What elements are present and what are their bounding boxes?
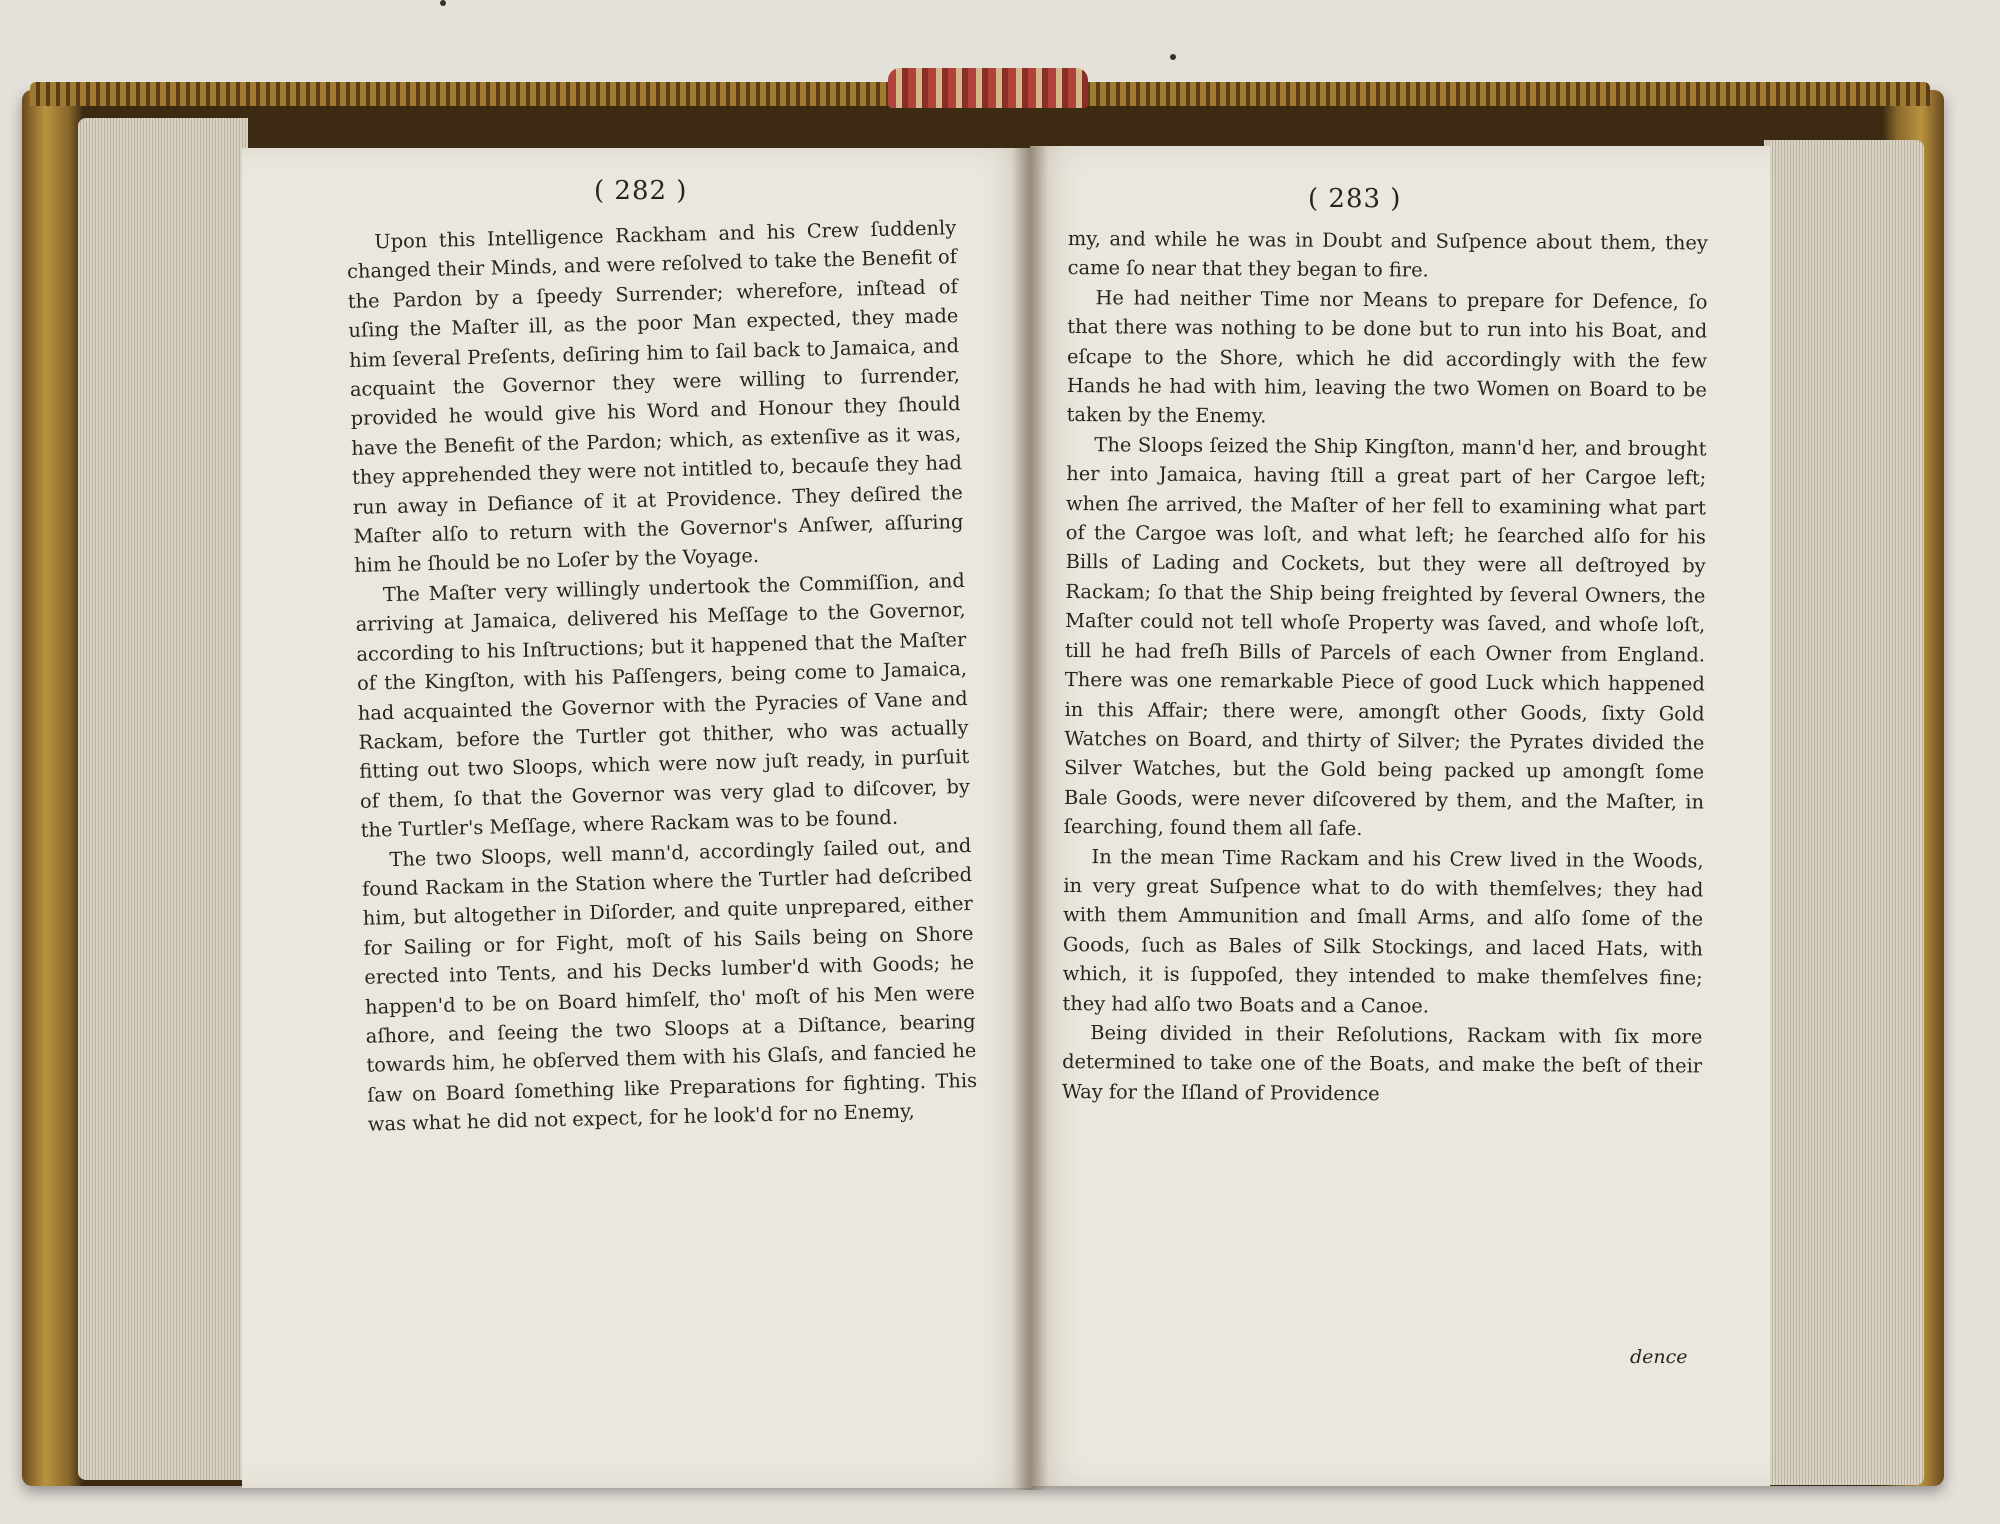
- paragraph: The two Sloops, well mann'd, accordingly ſailed out, and found Rackam in the Station where the Turtler had deſcribed him, but altogether in Diſorder, and quite unprepared, either for Sailing or for Fight, moſt of his Sails being on Shore erected into Tents, and his Decks lumber'd with Goods; he happen'd to be on Board himſelf, tho' moſt of his Men were aſhore, and ſeeing the two Sloops at a Diſtance, bearing towards him, he obſerved them with his Glaſs, and fancied he ſaw on Board ſomething like Preparations for fighting. This was what he did not expect, for he look'd for no Enemy,: [361, 833, 978, 1136]
- page-number: ( 283 ): [1308, 184, 1402, 214]
- headband: [888, 68, 1088, 108]
- paragraph: In the mean Time Rackam and his Crew lived in the Woods, in very great Suſpence what to do with themſelves; they had with them Ammunition and ſmall Arms, and alſo ſome of the Goods, ſuch as Bales of Silk Stockings, and laced Hats, with which, it is ſuppoſed, they intended to make themſelves fine; they had alſo two Boats and a Canoe.: [1062, 844, 1704, 1018]
- paragraph: Upon this Intelligence Rackham and his Crew ſuddenly changed their Minds, and were reſolved to take the Benefit of the Pardon by a ſpeedy Surrender; wherefore, inſtead of uſing the Maſter ill, as the poor Man expected, they made him ſeveral Preſents, deſiring him to ſail back to Jamaica, and acquaint the Governor they were willing to ſurrender, provided he would give his Word and Honour they ſhould have the Benefit of the Pardon; which, as extenſive as it was, they apprehended they were not intitled to, becauſe they had run away in Defiance of it at Providence. They deſired the Maſter alſo to return with the Governor's Anſwer, aſſuring him he ſhould be no Loſer by the Voyage.: [346, 216, 964, 578]
- paragraph: Being divided in their Reſolutions, Rackam with ſix more determined to take one of the Boats, and make the beſt of their Way for the Iſland of Providence: [1061, 1021, 1703, 1105]
- dust-speck: [440, 0, 446, 6]
- page-number: ( 282 ): [594, 176, 688, 206]
- right-page-edges: [1764, 140, 1924, 1485]
- body-text: [346, 213, 978, 1139]
- book-gutter: [1012, 120, 1048, 1490]
- paragraph: my, and while he was in Doubt and Suſpence about them, they came ſo near that they began to fire.: [1067, 226, 1708, 282]
- right-page: [1030, 146, 1770, 1486]
- dust-speck: [1170, 54, 1176, 60]
- paragraph: The Maſter very willingly undertook the Commiſſion, and arriving at Jamaica, delivered his Meſſage to the Governor, according to his Inſtructions; but it happened that the Maſter of the Kingſton, with his Paſſengers, being come to Jamaica, had acquainted the Governor with the Pyracies of Vane and Rackam, before the Turtler got thither, who was actually fitting out two Sloops, which were now juſt ready, in purſuit of them, ſo that the Governor was very glad to diſcover, by the Turtler's Meſſage, where Rackam was to be found.: [355, 568, 971, 842]
- body-text: [1062, 224, 1708, 1111]
- paragraph: The Sloops ſeized the Ship Kingſton, mann'd her, and brought her into Jamaica, having ſtill a great part of her Cargoe left; when ſhe arrived, the Maſter of her fell to examining what part of the Cargoe was loſt, and what left; he ſearched alſo for his Bills of Lading and Cockets, but they were all deſtroyed by Rackam; ſo that the Ship being freighted by ſeveral Owners, the Maſter could not tell whoſe Property was ſaved, and whoſe loſt, till he had freſh Bills of Parcels of each Owner from England. There was one remarkable Piece of good Luck which happened in this Affair; there were, amongſt other Goods, ſixty Gold Watches on Board, and thirty of Silver; the Pyrates divided the Silver Watches, but the Gold being packed up amongſt ſome Bale Goods, were never diſcovered by them, and the Maſter, in ſearching, found them all ſafe.: [1063, 433, 1707, 841]
- catchword: dence: [1630, 1346, 1688, 1368]
- left-page-edges: [78, 118, 248, 1480]
- left-page: [242, 148, 1032, 1488]
- paragraph: He had neither Time nor Means to prepare for Defence, ſo that there was nothing to be done but to run into his Boat, and eſcape to the Shore, which he did accordingly with the few Hands he had with him, leaving the two Women on Board to be taken by the Enemy.: [1066, 286, 1708, 428]
